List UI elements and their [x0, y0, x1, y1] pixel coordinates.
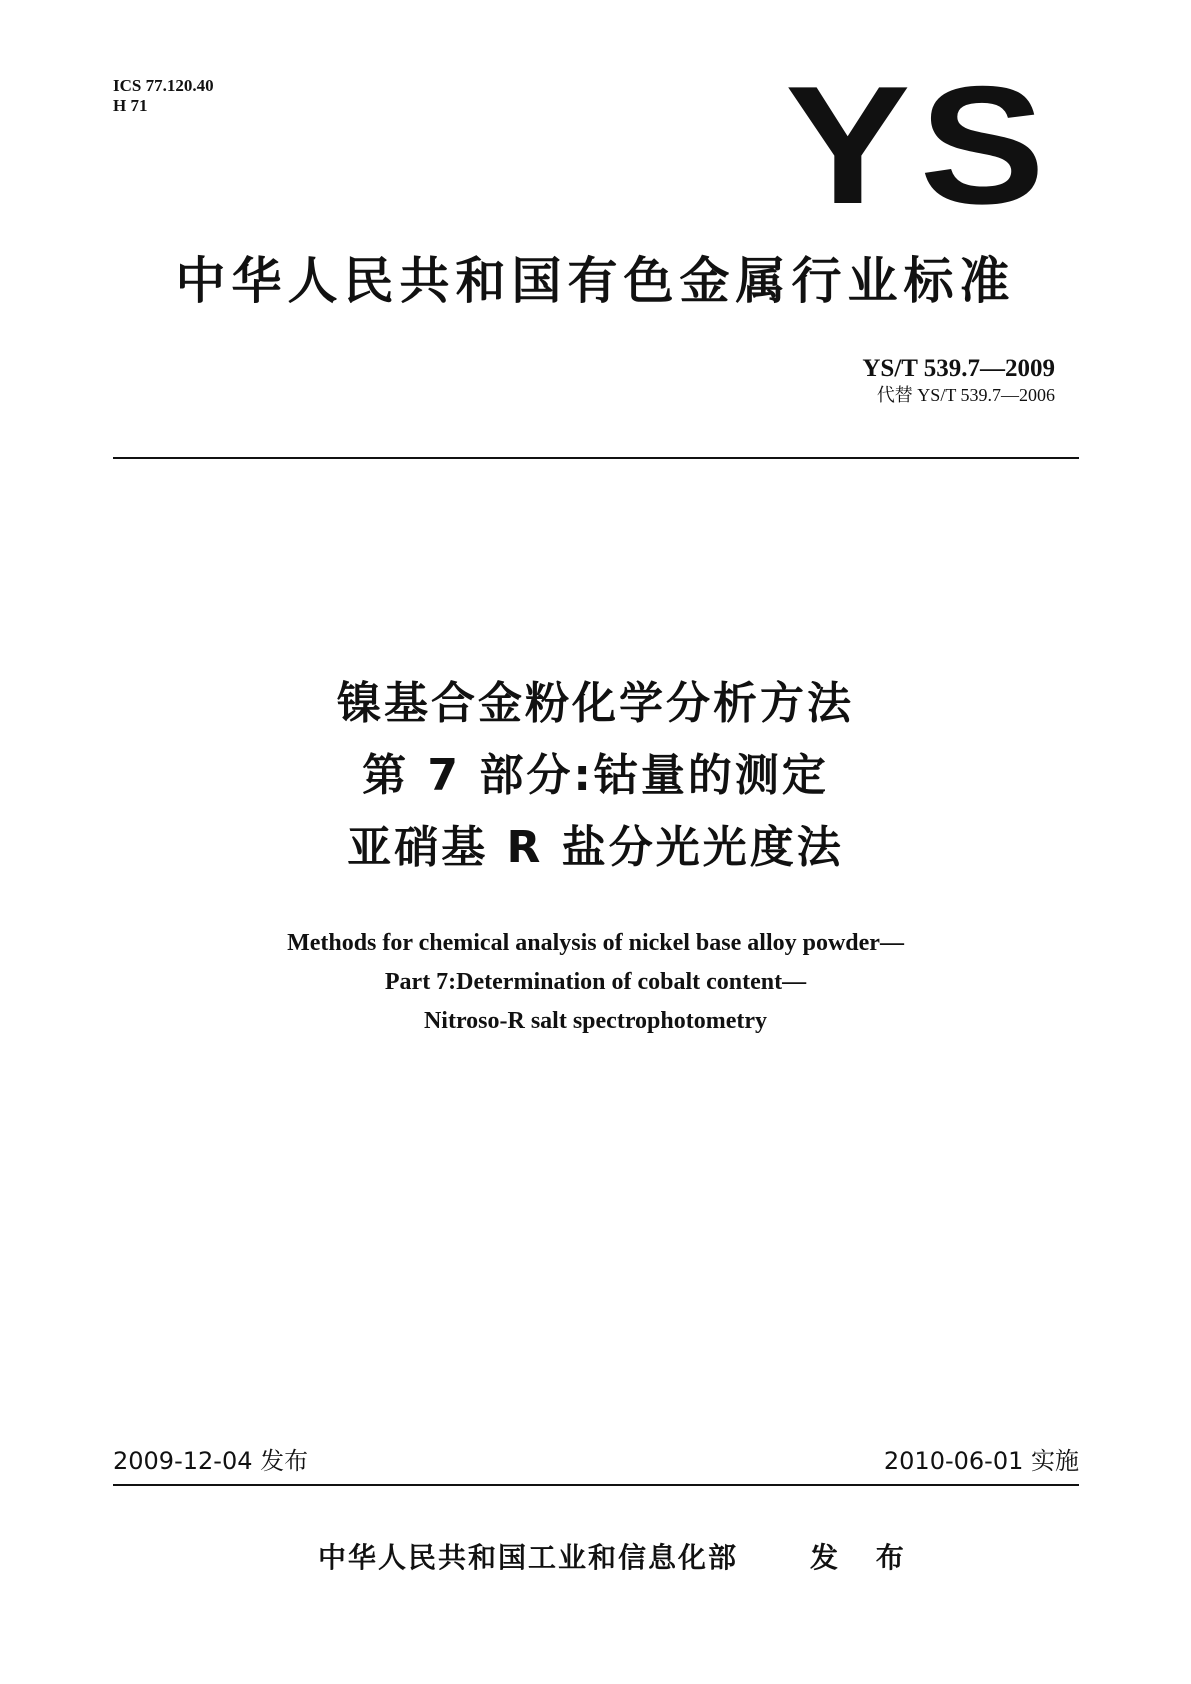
- standard-number: YS/T 539.7—2009: [862, 355, 1055, 382]
- chinese-title-line: 亚硝基 R 盐分光光度法: [347, 822, 844, 873]
- chinese-title-line: 镍基合金粉化学分析方法: [337, 678, 854, 729]
- issuing-authority: 中华人民共和国工业和信息化部: [318, 1541, 739, 1574]
- english-title-line: Part 7:Determination of cobalt content—: [384, 969, 807, 995]
- header-divider: [113, 457, 1079, 459]
- chinese-title-line: 第 7 部分:钴量的测定: [362, 750, 829, 801]
- implementation-date: 2010-06-01 实施: [883, 1447, 1079, 1475]
- classification-codes: [113, 76, 214, 116]
- english-title-line: Methods for chemical analysis of nickel base alloy powder—: [287, 930, 904, 956]
- english-title: [0, 924, 1191, 1041]
- issue-label: 发 布: [810, 1541, 918, 1574]
- english-title-line: Nitroso-R salt spectrophotometry: [423, 1008, 768, 1034]
- ys-logo: YS: [785, 51, 1054, 239]
- replaces-note: 代替 YS/T 539.7—2006: [876, 385, 1055, 405]
- standard-category-title: 中华人民共和国有色金属行业标准: [175, 252, 1016, 310]
- issue-date: 2009-12-04 发布: [113, 1447, 309, 1475]
- ccs-code: H 71: [113, 96, 148, 115]
- footer-divider: [113, 1484, 1079, 1486]
- ics-code: ICS 77.120.40: [113, 76, 214, 95]
- chinese-title: [0, 668, 1191, 884]
